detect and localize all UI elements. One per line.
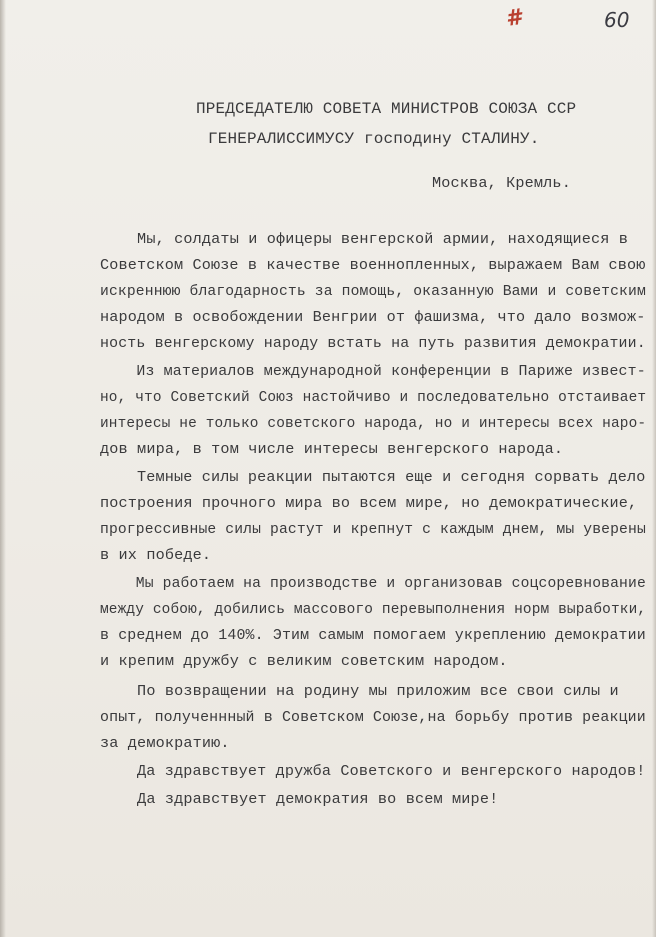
body-line: Да здравствует демократия во всем мире! bbox=[100, 790, 499, 808]
body-line: опыт, полученнный в Советском Союзе,на борьбу против реакции bbox=[100, 708, 646, 726]
body-line: прогрессивные силы растут и крепнут с каждым днем, мы уверены bbox=[100, 520, 646, 538]
body-line: за демократию. bbox=[100, 734, 230, 752]
heading-line-1: ПРЕДСЕДАТЕЛЮ СОВЕТА МИНИСТРОВ СОЮЗА ССР bbox=[196, 100, 577, 118]
body-line: но, что Советский Союз настойчиво и последовательно отстаивает bbox=[100, 388, 647, 406]
body-line: Из материалов международной конференции в Париже извест- bbox=[100, 362, 646, 380]
page-left-edge-shadow bbox=[0, 0, 6, 937]
body-line: в их победе. bbox=[100, 546, 212, 564]
body-line: построения прочного мира во всем мире, но демократические, bbox=[100, 494, 638, 512]
page-right-edge-shadow bbox=[652, 0, 656, 937]
body-line: искреннюю благодарность за помощь, оказанную Вами и советским bbox=[100, 282, 646, 300]
body-line: интересы не только советского народа, но и интересы всех наро- bbox=[100, 414, 647, 432]
body-line: в среднем до 140%. Этим самым помогаем укреплению демократии bbox=[100, 626, 646, 644]
body-line: Темные силы реакции пытаются еще и сегодня сорвать дело bbox=[100, 468, 646, 486]
body-line: Мы работаем на производстве и организовав соцсоревнование bbox=[100, 574, 646, 592]
heading-line-2: ГЕНЕРАЛИССИМУСУ господину СТАЛИНУ. bbox=[208, 130, 540, 148]
body-line: дов мира, в том числе интересы венгерского народа. bbox=[100, 440, 564, 458]
body-line: Советском Союзе в качестве военнопленных, выражаем Вам свою bbox=[100, 256, 646, 274]
body-line: ность венгерскому народу встать на путь развития демократии. bbox=[100, 334, 646, 352]
body-line: народом в освобождении Венгрии от фашизма, что дало возмож- bbox=[100, 308, 646, 326]
body-line: и крепим дружбу с великим советским народом. bbox=[100, 652, 508, 670]
body-line: По возвращении на родину мы приложим все свои силы и bbox=[100, 682, 619, 700]
page-number: 60 bbox=[604, 8, 630, 32]
body-line: Да здравствует дружба Советского и венгерского народов! bbox=[100, 762, 646, 780]
address-line: Москва, Кремль. bbox=[432, 174, 571, 192]
archive-mark: # bbox=[504, 5, 523, 32]
body-line: между собою, добились массового перевыполнения норм выработки, bbox=[100, 600, 647, 618]
body-line: Мы, солдаты и офицеры венгерской армии, находящиеся в bbox=[100, 230, 629, 248]
